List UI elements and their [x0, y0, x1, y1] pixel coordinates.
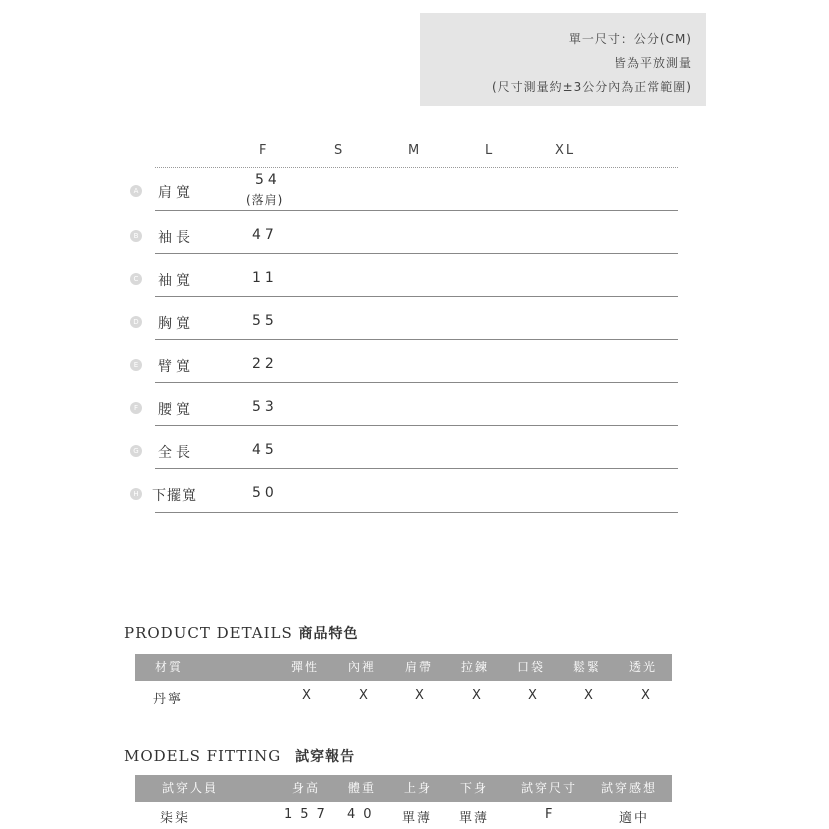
value-elastic-band: X	[584, 688, 595, 703]
badge-h: H	[130, 488, 142, 500]
value-top: 單薄	[402, 811, 433, 826]
row-label-total-length: 全長	[158, 445, 194, 461]
value-elasticity: X	[302, 688, 313, 703]
header-top: 上身	[404, 781, 433, 795]
header-elastic-band: 鬆緊	[573, 660, 602, 674]
badge-d: D	[130, 316, 142, 328]
header-height: 身高	[292, 781, 321, 795]
row-label-hem-width: 下擺寬	[152, 488, 197, 504]
measurement-note-box	[420, 13, 706, 106]
value-fitting-size: F	[545, 807, 555, 822]
badge-g: G	[130, 445, 142, 457]
header-elasticity: 彈性	[291, 660, 320, 674]
value-lining: X	[359, 688, 370, 703]
badge-b: B	[130, 230, 142, 242]
row-value-shoulder: 54	[255, 172, 281, 188]
row-divider	[155, 468, 678, 469]
models-fitting-title-en: MODELS FITTING	[124, 747, 282, 765]
models-fitting-header-bar	[135, 775, 672, 802]
models-fitting-title	[124, 746, 355, 766]
row-divider	[155, 425, 678, 426]
value-fitting-feedback: 適中	[619, 811, 650, 826]
product-details-title-zh: 商品特色	[298, 626, 359, 642]
row-label-chest-width: 胸寬	[158, 316, 194, 332]
product-details-title	[124, 623, 359, 643]
size-column-m: M	[408, 143, 422, 158]
product-details-title-en: PRODUCT DETAILS	[124, 624, 293, 642]
badge-e: E	[130, 359, 142, 371]
row-label-sleeve-width: 袖寬	[158, 273, 194, 289]
unit-note: 單一尺寸：公分(CM)	[568, 32, 692, 46]
value-material: 丹寧	[153, 692, 184, 707]
value-height: 157	[284, 807, 333, 822]
header-lining: 內裡	[348, 660, 377, 674]
header-straps: 肩帶	[405, 660, 434, 674]
models-fitting-title-zh: 試穿報告	[295, 749, 356, 765]
size-column-xl: XL	[555, 143, 576, 158]
row-note-shoulder: (落肩)	[246, 193, 284, 207]
size-column-l: L	[485, 143, 495, 158]
row-value-total-length: 45	[252, 442, 278, 458]
badge-f: F	[130, 402, 142, 414]
value-model: 柒柒	[160, 811, 191, 826]
row-value-chest-width: 55	[252, 313, 278, 329]
row-label-arm-width: 臂寬	[158, 359, 194, 375]
header-fitting-size: 試穿尺寸	[521, 781, 578, 795]
value-transparency: X	[641, 688, 652, 703]
header-fitting-feedback: 試穿感想	[601, 781, 658, 795]
header-pocket: 口袋	[517, 660, 546, 674]
row-value-sleeve-width: 11	[252, 270, 278, 286]
header-transparency: 透光	[629, 660, 658, 674]
header-material: 材質	[155, 660, 184, 674]
product-details-header-bar	[135, 654, 672, 681]
value-straps: X	[415, 688, 426, 703]
header-model: 試穿人員	[162, 781, 219, 795]
badge-a: A	[130, 185, 142, 197]
header-weight: 體重	[348, 781, 377, 795]
header-bottom: 下身	[460, 781, 489, 795]
row-value-hem-width: 50	[252, 485, 278, 501]
badge-c: C	[130, 273, 142, 285]
row-value-waist-width: 53	[252, 399, 278, 415]
row-label-sleeve-length: 袖長	[158, 230, 194, 246]
row-divider	[155, 253, 678, 254]
row-label-shoulder: 肩寬	[158, 185, 194, 201]
row-value-arm-width: 22	[252, 356, 278, 372]
value-weight: 40	[347, 807, 380, 822]
value-zipper: X	[472, 688, 483, 703]
row-value-sleeve-length: 47	[252, 227, 278, 243]
value-pocket: X	[528, 688, 539, 703]
value-bottom: 單薄	[459, 811, 490, 826]
size-column-f: F	[259, 143, 269, 158]
flat-measure-note: 皆為平放測量	[613, 56, 692, 70]
row-divider	[155, 382, 678, 383]
row-label-waist-width: 腰寬	[158, 402, 194, 418]
row-divider	[155, 296, 678, 297]
header-zipper: 拉鍊	[461, 660, 490, 674]
tolerance-note: (尺寸測量約±3公分內為正常範圍)	[491, 80, 692, 94]
header-divider	[155, 167, 678, 168]
size-column-s: S	[334, 143, 345, 158]
row-divider	[155, 339, 678, 340]
row-divider	[155, 210, 678, 211]
row-divider	[155, 512, 678, 513]
